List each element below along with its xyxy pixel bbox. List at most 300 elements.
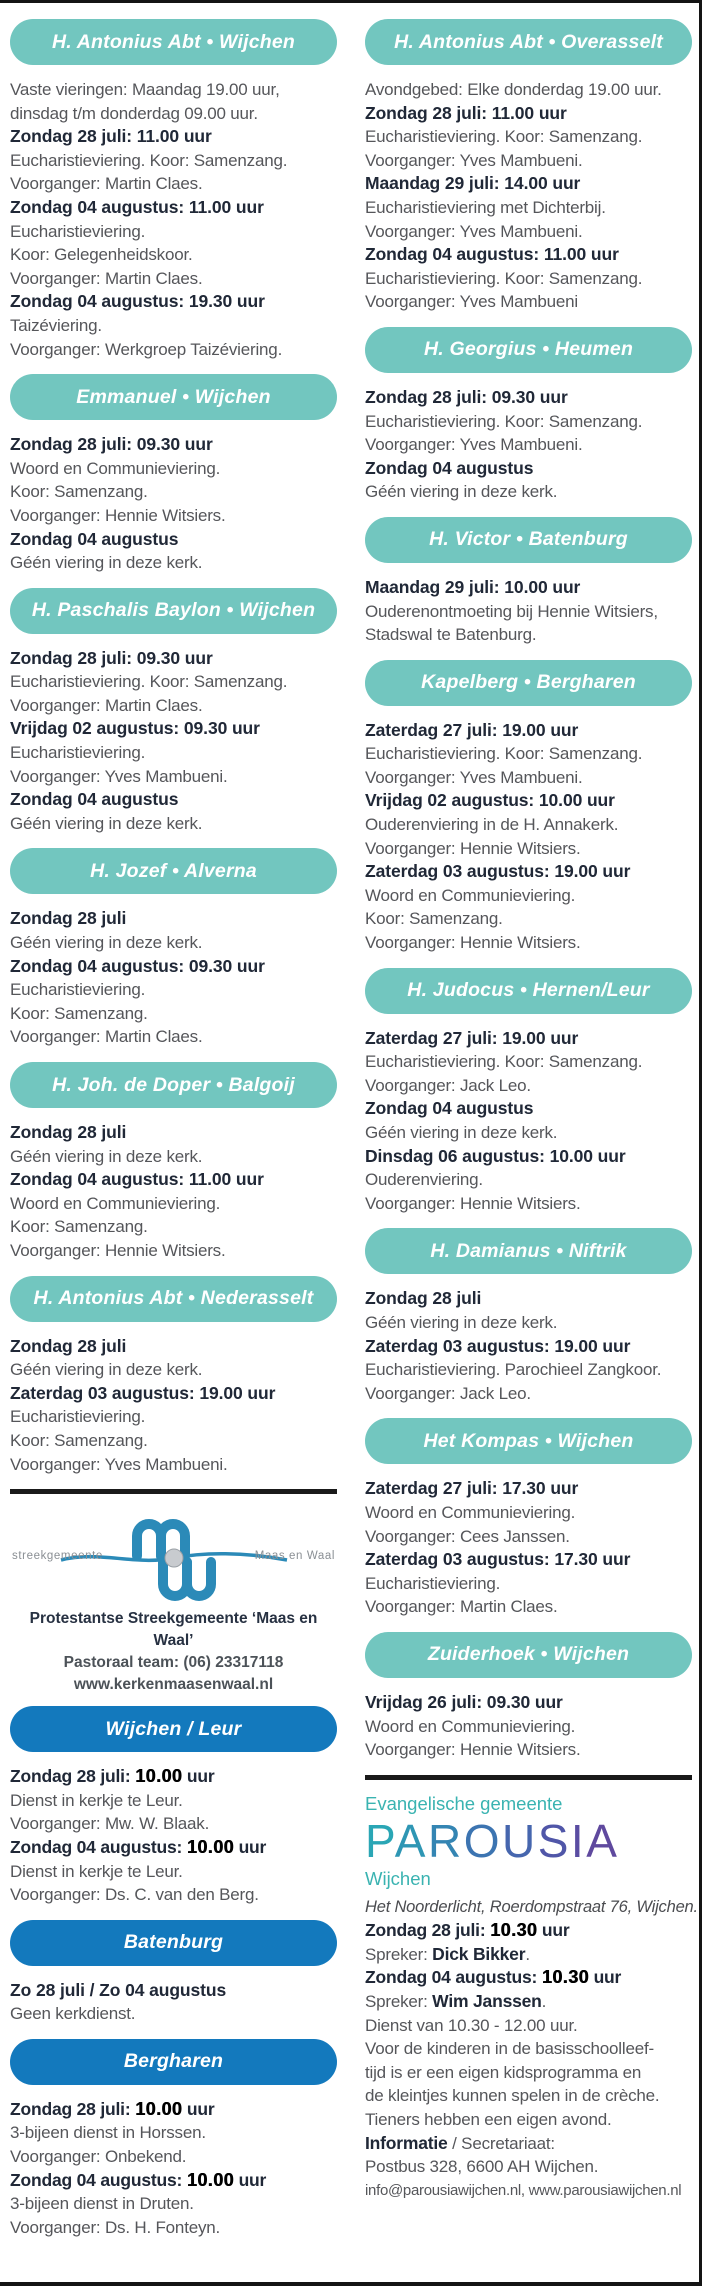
section-header-label: H. Georgius • Heumen [423,338,634,361]
church-section [10,1276,337,1477]
schedule-line [365,480,692,504]
schedule-line-text: Zondag 04 augustus: 11.00 uur [365,244,619,265]
section-header [365,517,692,563]
section-header [365,1418,692,1464]
schedule-line-text: Vaste vieringen: Maandag 19.00 uur, [10,80,280,99]
schedule-line [10,1836,337,1860]
schedule-line-text: Avondgebed: Elke donderdag 19.00 uur. [365,80,662,99]
church-section [10,1706,337,1907]
schedule-line [10,220,337,244]
parousia-logo-letter: R [427,1814,464,1867]
schedule-line [10,102,337,126]
schedule-line-part: 10.00 [135,1766,183,1787]
schedule-line-text: Voorganger: Hennie Witsiers. [365,1740,581,1760]
section-lines [10,78,337,361]
section-header-label: H. Jozef • Alverna [90,859,257,882]
church-section [365,1632,692,1762]
schedule-line-text: Eucharistieviering met Dichterbij. [365,197,606,217]
parousia-logo [365,1816,692,1866]
schedule-line [365,2061,692,2085]
schedule-line [10,647,337,671]
section-lines [10,907,337,1049]
schedule-line [10,1239,337,1263]
church-section [365,517,692,647]
schedule-line [365,172,692,196]
schedule-line-text: Zaterdag 03 augustus: 17.30 uur [365,1549,631,1570]
schedule-line-text: Vrijdag 26 juli: 09.30 uur [365,1691,563,1712]
schedule-line-text: Woord en Communieviering. [365,1502,576,1522]
schedule-line-text: Zondag 28 juli [10,1335,127,1356]
schedule-line [10,457,337,481]
section-header-label: H. Antonius Abt • Nederasselt [33,1287,314,1310]
schedule-line-text: Dienst in kerkje te Leur. [10,1790,183,1810]
mw-label-left: streekgemeente [12,1550,103,1563]
schedule-line-text: Voorganger: Martin Claes. [10,268,203,288]
schedule-line-part: 10.30 [490,1920,538,1941]
schedule-line-text: Zaterdag 27 juli: 19.00 uur [365,719,579,740]
schedule-line [10,1382,337,1406]
schedule-line-text: Eucharistieviering. [10,1407,146,1427]
section-header [10,848,337,894]
schedule-line-part: . [541,1992,547,2012]
church-section [365,19,692,314]
schedule-line [10,1860,337,1884]
schedule-line [365,1145,692,1169]
schedule-line-text: Eucharistieviering. Koor: Samenzang. [365,411,643,431]
schedule-line [10,978,337,1002]
schedule-line-text: Het Noorderlicht, Roerdompstraat 76, Wijchen. [365,1897,698,1916]
schedule-line-text: Ouderenviering in de H. Annakerk. [365,815,619,835]
schedule-line-part: Zondag 04 augustus: [10,1836,187,1857]
schedule-line-text: Voorganger: Hennie Witsiers. [365,933,581,953]
schedule-line-part: Wim Janssen [432,1991,542,2012]
schedule-line-text: Voorganger: Yves Mambueni. [365,767,583,787]
schedule-line [10,2002,337,2026]
section-lines [365,386,692,504]
church-section [365,660,692,955]
parousia-logo-letter: O [463,1814,502,1867]
schedule-line [365,243,692,267]
schedule-line [365,1943,692,1967]
schedule-line-text: Zondag 04 augustus [365,1098,534,1119]
schedule-line-text: Vrijdag 02 augustus: 10.00 uur [365,790,615,811]
church-section [10,19,337,361]
schedule-line-text: Voorganger: Onbekend. [10,2147,187,2167]
schedule-line-text: Koor: Gelegenheidskoor. [10,245,193,265]
schedule-line [10,788,337,812]
schedule-line-text: Géén viering in deze kerk. [365,1312,558,1332]
schedule-line [365,837,692,861]
schedule-line-text: Eucharistieviering. Koor: Samenzang. [365,744,643,764]
schedule-line-text: Voorganger: Yves Mambueni. [365,221,583,241]
schedule-line [365,2084,692,2108]
schedule-line [10,1168,337,1192]
schedule-line-text: 3-bijeen dienst in Druten. [10,2194,194,2214]
schedule-line [10,504,337,528]
divider-rule [365,1775,692,1780]
schedule-line [365,2014,692,2038]
schedule-line [10,2192,337,2216]
schedule-line-text: Eucharistieviering. Parochieel Zangkoor. [365,1360,662,1380]
schedule-line [365,789,692,813]
schedule-line-part: Zondag 28 juli: [365,1920,491,1941]
schedule-line-text: Eucharistieviering. [10,743,146,763]
schedule-line-text: Koor: Samenzang. [10,1430,148,1450]
section-header [365,19,692,65]
schedule-line [10,670,337,694]
schedule-line-text: Koor: Samenzang. [365,909,503,929]
schedule-line-text: de kleintjes kunnen spelen in de crèche. [365,2086,660,2106]
section-lines [365,1027,692,1216]
schedule-line [365,1097,692,1121]
columns-container [0,3,699,2252]
pastoral-team-phone: Pastoraal team: (06) 23317118 [63,1654,284,1672]
schedule-line [10,290,337,314]
parousia-logo-letter: S [537,1814,571,1867]
schedule-line-text: Eucharistieviering. Koor: Samenzang. [10,150,288,170]
schedule-line [365,600,692,624]
schedule-line-text: Postbus 328, 6600 AH Wijchen. [365,2157,599,2177]
schedule-line-text: Zaterdag 03 augustus: 19.00 uur [365,861,631,882]
schedule-line [365,1027,692,1051]
schedule-line-text: Voorganger: Yves Mambueni. [365,435,583,455]
schedule-line [365,884,692,908]
schedule-line [365,1966,692,1990]
schedule-line-text: Zondag 04 augustus [10,528,179,549]
schedule-line-text: Woord en Communieviering. [365,1716,576,1736]
maas-en-waal-block [10,1506,337,1696]
schedule-line-part: Zondag 28 juli: [10,2098,136,2119]
schedule-line [10,812,337,836]
section-header [10,374,337,420]
schedule-line-text: Géén viering in deze kerk. [10,813,203,833]
schedule-line-text: Woord en Communieviering. [365,885,576,905]
section-header-label: Wijchen / Leur [105,1717,242,1740]
schedule-line-text: Voorganger: Jack Leo. [365,1383,531,1403]
schedule-line [10,267,337,291]
schedule-line [10,741,337,765]
schedule-line-text: Maandag 29 juli: 14.00 uur [365,173,581,194]
parousia-logo-letter: P [365,1814,395,1867]
schedule-line [10,78,337,102]
schedule-line-text: Zondag 04 augustus: 09.30 uur [10,955,265,976]
divider-rule [10,1489,337,1494]
schedule-line-part: / Secretariaat: [447,2133,555,2153]
schedule-line-text: Zondag 28 juli: 11.00 uur [10,126,212,147]
schedule-line [10,433,337,457]
schedule-line-text: Zondag 28 juli [365,1288,482,1309]
section-header-label: H. Joh. de Doper • Balgoij [52,1073,295,1096]
schedule-line [10,717,337,741]
schedule-line [365,1572,692,1596]
section-header [10,1920,337,1966]
schedule-line [10,1789,337,1813]
schedule-line-text: Voorganger: Werkgroep Taizéviering. [10,339,283,359]
schedule-line-text: 3-bijeen dienst in Horssen. [10,2123,206,2143]
schedule-line-text: Voorganger: Martin Claes. [10,174,203,194]
church-section [365,327,692,504]
schedule-line [365,1595,692,1619]
schedule-line [365,1121,692,1145]
schedule-line-part: . [525,1944,530,1964]
section-lines [365,1477,692,1619]
section-header-label: Bergharen [123,2050,224,2073]
section-header [10,1062,337,1108]
schedule-line-text: Ouderenviering. [365,1170,483,1190]
schedule-line [365,149,692,173]
schedule-line-text: Zo 28 juli / Zo 04 augustus [10,1979,227,2000]
section-lines [365,1287,692,1405]
section-lines [10,1979,337,2026]
schedule-line [365,1738,692,1762]
schedule-line-text: Voorganger: Yves Mambueni. [10,1454,228,1474]
section-header [10,588,337,634]
church-section [10,374,337,575]
schedule-line [365,410,692,434]
schedule-line-text: Ouderenontmoeting bij Hennie Witsiers, [365,601,658,621]
schedule-line-text: Maandag 29 juli: 10.00 uur [365,576,581,597]
schedule-line-text: Voor de kinderen in de basisschoolleef- [365,2039,654,2059]
church-section [365,968,692,1216]
schedule-line [10,196,337,220]
schedule-line-text: Stadswal te Batenburg. [365,625,537,645]
schedule-line-text: Zondag 28 juli: 09.30 uur [10,434,213,455]
schedule-line [10,314,337,338]
schedule-line [10,694,337,718]
schedule-line [365,1548,692,1572]
schedule-line-part: Informatie [365,2132,448,2153]
schedule-line-text: Dienst in kerkje te Leur. [10,1861,183,1881]
section-header [365,660,692,706]
schedule-line [365,576,692,600]
schedule-line [365,2108,692,2132]
schedule-line [10,1192,337,1216]
schedule-line [10,1812,337,1836]
schedule-line [365,2132,692,2156]
schedule-line [365,1919,692,1943]
schedule-line-text: Voorganger: Yves Mambueni. [10,766,228,786]
schedule-line [365,931,692,955]
schedule-line [10,955,337,979]
church-section [10,1062,337,1263]
schedule-line [365,102,692,126]
schedule-line [10,1765,337,1789]
schedule-line-part: uur [233,1836,267,1857]
section-lines [10,1121,337,1263]
schedule-line [10,551,337,575]
schedule-line-text: Eucharistieviering. [10,221,146,241]
section-lines [10,2098,337,2240]
schedule-line-text: Voorganger: Hennie Witsiers. [10,1240,226,1260]
parousia-logo-letter: A [394,1814,428,1867]
section-header-label: H. Judocus • Hernen/Leur [407,979,650,1002]
schedule-line-text: Zondag 28 juli: 09.30 uur [10,647,213,668]
schedule-line-text: Eucharistieviering. Koor: Samenzang. [365,268,643,288]
schedule-line [365,1477,692,1501]
schedule-line-part: Spreker: [365,1992,433,2012]
section-lines [10,433,337,575]
schedule-line-text: Géén viering in deze kerk. [365,1123,558,1142]
streekgemeente-org-name: Protestantse Streekgemeente ‘Maas en Waal’ [29,1610,318,1650]
schedule-line [365,2037,692,2061]
schedule-line-text: Voorganger: Hennie Witsiers. [365,1193,581,1213]
church-section [365,1228,692,1405]
streekgemeente-website: www.kerkenmaasenwaal.nl [73,1676,274,1694]
schedule-line [365,813,692,837]
schedule-line-text: Géén viering in deze kerk. [365,482,558,502]
parousia-logo-letter: A [586,1814,620,1867]
schedule-line [10,1121,337,1145]
schedule-line [10,528,337,552]
schedule-line [10,765,337,789]
schedule-line-text: Voorganger: Jack Leo. [365,1075,531,1095]
schedule-line-part: uur [182,1766,215,1787]
schedule-line [365,719,692,743]
schedule-line [365,290,692,314]
schedule-line [10,149,337,173]
schedule-line [365,1050,692,1074]
schedule-line-part: Zondag 28 juli: [10,1766,136,1787]
section-header-label: Zuiderhoek • Wijchen [427,1643,630,1666]
section-header [365,1228,692,1274]
schedule-line-text: Koor: Samenzang. [10,1217,148,1237]
section-header [365,968,692,1014]
schedule-line [365,1382,692,1406]
schedule-line [365,1311,692,1335]
section-header [10,1706,337,1752]
schedule-line [365,1691,692,1715]
section-header [365,1632,692,1678]
parousia-tagline: Evangelische gemeente [365,1792,563,1814]
schedule-line [365,1501,692,1525]
schedule-line-text: Zaterdag 03 augustus: 19.00 uur [10,1382,276,1403]
schedule-line-part: Spreker: [365,1944,433,1964]
schedule-line-text: Zondag 28 juli: 09.30 uur [365,386,568,407]
section-header-label: Batenburg [123,1931,224,1954]
parousia-logo-letter: I [570,1814,587,1867]
section-lines [365,1691,692,1762]
parousia-city: Wijchen [365,1867,431,1889]
schedule-line-text: Eucharistieviering. [365,1573,501,1593]
schedule-line [365,2179,692,2203]
schedule-line [365,1896,698,1920]
schedule-line [365,907,692,931]
schedule-line [365,766,692,790]
church-section [10,2039,337,2240]
schedule-line [10,1145,337,1169]
schedule-line-text: Voorganger: Yves Mambueni. [365,150,583,170]
schedule-line-text: Zondag 04 augustus: 11.00 uur [10,1169,264,1190]
schedule-line-text: Zondag 28 juli: 11.00 uur [365,102,567,123]
schedule-line-text: Zondag 04 augustus [365,457,534,478]
schedule-line-text: Woord en Communieviering. [10,458,221,478]
schedule-line [10,2169,337,2193]
schedule-line [10,931,337,955]
schedule-line [365,386,692,410]
schedule-line-text: dinsdag t/m donderdag 09.00 uur. [10,103,258,123]
schedule-line-text: Zondag 04 augustus: 11.00 uur [10,196,264,217]
schedule-line-text: Zaterdag 27 juli: 19.00 uur [365,1027,579,1048]
church-section [365,1418,692,1619]
right-column [365,17,698,2252]
schedule-line-text: Voorganger: Martin Claes. [10,695,203,715]
schedule-line [365,125,692,149]
section-lines [365,719,692,955]
maas-en-waal-logo [10,1506,337,1608]
schedule-line-part: Dick Bikker [432,1943,526,1964]
schedule-line [365,1358,692,1382]
church-section [10,1920,337,2026]
schedule-line [365,2155,692,2179]
schedule-line-text: Geen kerkdienst. [10,2004,136,2024]
schedule-line [10,1002,337,1026]
schedule-line-part: uur [537,1920,570,1941]
section-header [365,327,692,373]
section-header [10,19,337,65]
schedule-line-text: Géén viering in deze kerk. [10,553,203,573]
schedule-line-text: Woord en Communieviering. [10,1193,221,1213]
schedule-line [10,1215,337,1239]
schedule-line [10,2098,337,2122]
schedule-line-part: 10.30 [541,1967,589,1988]
section-header-label: Emmanuel • Wijchen [76,385,271,408]
section-header [10,1276,337,1322]
church-section [10,588,337,836]
schedule-line-part: uur [182,2098,215,2119]
schedule-line-text: info@parousiawijchen.nl, www.parousiawijchen.nl [365,2181,682,2199]
schedule-line-part: uur [233,2169,267,2190]
schedule-line [10,338,337,362]
section-header-label: H. Victor • Batenburg [429,528,628,551]
section-lines [10,647,337,836]
section-lines [10,1335,337,1477]
schedule-line [365,1715,692,1739]
section-lines [365,576,692,647]
schedule-line [365,78,692,102]
schedule-line [365,860,692,884]
schedule-line [365,1335,692,1359]
schedule-line-text: Zondag 28 juli [10,1122,127,1142]
schedule-line [10,1453,337,1477]
schedule-line-text: Tieners hebben een eigen avond. [365,2110,612,2130]
church-section [10,848,337,1049]
schedule-line-text: Zaterdag 27 juli: 17.30 uur [365,1478,579,1499]
schedule-line [10,1979,337,2003]
schedule-line-text: tijd is er een eigen kidsprogramma en [365,2062,642,2082]
schedule-line [10,1025,337,1049]
schedule-line [365,457,692,481]
schedule-line-text: Géén viering in deze kerk. [10,1146,203,1166]
schedule-line-text: Voorganger: Mw. W. Blaak. [10,1814,210,1834]
schedule-line-text: Koor: Samenzang. [10,1003,148,1023]
schedule-line-text: Géén viering in deze kerk. [10,933,203,953]
schedule-line [10,2121,337,2145]
schedule-line-text: Dinsdag 06 augustus: 10.00 uur [365,1145,626,1166]
schedule-line-text: Dienst van 10.30 - 12.00 uur. [365,2015,578,2035]
schedule-line-text: Zondag 28 juli [10,908,127,929]
section-header-label: H. Damianus • Niftrik [430,1239,627,1262]
section-header-label: Kapelberg • Bergharen [421,671,636,694]
schedule-line-text: Voorganger: Hennie Witsiers. [365,838,581,858]
section-header-label: H. Antonius Abt • Overasselt [394,30,663,53]
schedule-line-text: Voorganger: Hennie Witsiers. [10,505,226,525]
schedule-line [10,1335,337,1359]
schedule-line [10,1429,337,1453]
left-column [10,17,337,2252]
section-header-label: Het Kompas • Wijchen [423,1429,634,1452]
schedule-line-text: Voorganger: Ds. H. Fonteyn. [10,2217,221,2237]
parousia-schedule [365,1896,698,2203]
